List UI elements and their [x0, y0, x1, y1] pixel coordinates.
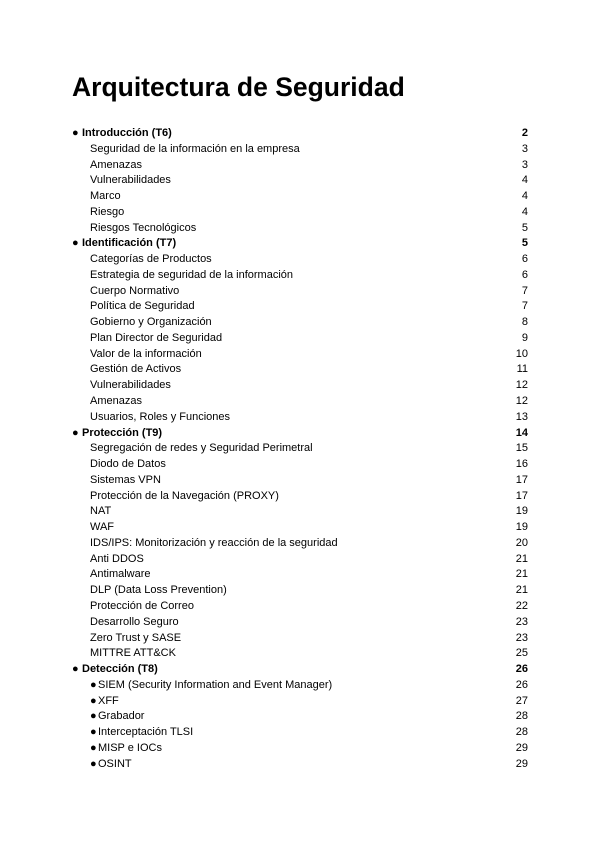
toc-entry[interactable] [72, 757, 528, 773]
toc-section-title: Detección (T8) [82, 663, 158, 676]
toc-entry-title: Riesgos Tecnológicos [90, 221, 197, 234]
toc-entry-label-group [72, 615, 179, 631]
toc-entry[interactable] [72, 299, 528, 315]
toc-entry[interactable] [72, 615, 528, 631]
toc-entry[interactable] [72, 504, 528, 520]
toc-page-number: 26 [515, 663, 528, 676]
toc-entry-label-group [72, 410, 230, 426]
toc-entry-label-group [72, 599, 194, 615]
toc-entry-label-group [72, 268, 293, 284]
toc-entry-label-group [72, 520, 114, 536]
toc-page-number: 29 [515, 741, 528, 754]
toc-entry[interactable] [72, 268, 528, 284]
toc-page-number: 4 [521, 174, 528, 187]
toc-entry-label-group [72, 583, 227, 599]
toc-page-number: 29 [515, 757, 528, 770]
toc-page-number: 5 [521, 221, 528, 234]
toc-entry[interactable] [72, 694, 528, 710]
toc-entry-title: IDS/IPS: Monitorización y reacción de la seguridad [90, 536, 338, 549]
toc-entry-title: XFF [98, 694, 119, 707]
toc-page-number: 20 [515, 536, 528, 549]
bullet-icon: ● [72, 237, 79, 250]
toc-entry[interactable] [72, 142, 528, 158]
toc-entry-title: Segregación de redes y Seguridad Perimetral [90, 442, 313, 455]
toc-entry-title: Estrategia de seguridad de la información [90, 268, 294, 281]
toc-page-number: 27 [515, 694, 528, 707]
toc-entry-title: Sistemas VPN [90, 473, 161, 486]
toc-entry-title: Gobierno y Organización [90, 316, 212, 329]
toc-entry-label-group [72, 757, 132, 773]
toc-section-label-group [72, 236, 176, 252]
toc-section-title: Protección (T9) [82, 426, 163, 439]
toc-entry[interactable] [72, 567, 528, 583]
toc-entry-title: SIEM (Security Information and Event Manager) [98, 678, 333, 691]
toc-page-number: 22 [515, 599, 528, 612]
toc-entry-title: Política de Seguridad [90, 300, 195, 313]
toc-entry-label-group [72, 205, 124, 221]
toc-entry[interactable] [72, 205, 528, 221]
toc-entry-label-group [72, 315, 212, 331]
toc-entry[interactable] [72, 489, 528, 505]
toc-entry-title: Vulnerabilidades [90, 174, 171, 187]
toc-page-number: 12 [515, 379, 528, 392]
toc-entry[interactable] [72, 331, 528, 347]
toc-entry-label-group [72, 362, 181, 378]
toc-entry[interactable] [72, 552, 528, 568]
toc-page-number: 5 [521, 237, 528, 250]
toc-entry-label-group [72, 504, 111, 520]
toc-entry[interactable] [72, 583, 528, 599]
toc-entry-title: Marco [90, 190, 121, 203]
table-of-contents [72, 126, 528, 772]
toc-page-number: 14 [515, 426, 528, 439]
toc-entry-label-group [72, 709, 144, 725]
toc-section-entry[interactable] [72, 662, 528, 678]
toc-entry[interactable] [72, 362, 528, 378]
toc-entry-label-group [72, 158, 142, 174]
toc-page-number: 7 [521, 300, 528, 313]
toc-page-number: 9 [521, 331, 528, 344]
toc-section-label-group [72, 426, 162, 442]
toc-entry-title: NAT [90, 505, 112, 518]
toc-entry[interactable] [72, 221, 528, 237]
toc-page-number: 3 [521, 158, 528, 171]
toc-page-number: 13 [515, 410, 528, 423]
toc-entry-label-group [72, 394, 142, 410]
toc-entry[interactable] [72, 394, 528, 410]
toc-page-number: 19 [515, 521, 528, 534]
toc-entry-title: Grabador [98, 710, 145, 723]
toc-entry-title: Desarrollo Seguro [90, 615, 179, 628]
bullet-icon: ● [72, 127, 79, 139]
toc-entry-label-group [72, 552, 144, 568]
toc-section-entry[interactable] [72, 426, 528, 442]
bullet-icon: ● [90, 694, 97, 707]
toc-section-entry[interactable] [72, 126, 528, 142]
toc-entry[interactable] [72, 741, 528, 757]
toc-entry-label-group [72, 694, 119, 710]
toc-page-number: 6 [521, 268, 528, 281]
toc-entry[interactable] [72, 646, 528, 662]
toc-entry-label-group [72, 142, 300, 158]
toc-page-number: 16 [515, 458, 528, 471]
toc-section-title: Identificación (T7) [82, 237, 177, 250]
toc-entry[interactable] [72, 252, 528, 268]
toc-entry-title: Valor de la información [90, 347, 202, 360]
toc-entry[interactable] [72, 347, 528, 363]
toc-section-entry[interactable] [72, 236, 528, 252]
toc-page-number: 25 [515, 647, 528, 660]
toc-page-number: 11 [516, 363, 528, 376]
toc-page-number: 2 [521, 127, 528, 139]
toc-page-number: 17 [515, 489, 528, 502]
toc-entry[interactable] [72, 631, 528, 647]
toc-entry-title: MITTRE ATT&CK [90, 647, 176, 660]
toc-entry-label-group [72, 678, 332, 694]
toc-page-number: 21 [515, 568, 528, 581]
toc-page-number: 3 [521, 142, 528, 155]
toc-page-number: 4 [521, 190, 528, 203]
toc-entry-title: Amenazas [90, 395, 142, 408]
toc-entry-title: Protección de la Navegación (PROXY) [90, 489, 279, 502]
toc-entry-title: Diodo de Datos [90, 458, 166, 471]
toc-page-number: 21 [515, 584, 528, 597]
toc-entry[interactable] [72, 410, 528, 426]
toc-entry[interactable] [72, 520, 528, 536]
toc-entry[interactable] [72, 473, 528, 489]
toc-entry[interactable] [72, 189, 528, 205]
toc-entry[interactable] [72, 709, 528, 725]
toc-entry-title: Usuarios, Roles y Funciones [90, 410, 231, 423]
bullet-icon: ● [72, 426, 79, 439]
toc-entry[interactable] [72, 284, 528, 300]
bullet-icon: ● [90, 710, 97, 723]
toc-entry[interactable] [72, 315, 528, 331]
toc-page-number: 6 [521, 253, 528, 266]
toc-entry-title: Anti DDOS [90, 552, 144, 565]
toc-page-number: 10 [515, 347, 528, 360]
toc-page-number: 8 [521, 316, 528, 329]
toc-entry-title: Categorías de Productos [90, 253, 212, 266]
toc-page-number: 28 [515, 726, 528, 739]
toc-entry-label-group [72, 284, 179, 300]
toc-entry-title: Cuerpo Normativo [90, 284, 180, 297]
bullet-icon: ● [90, 726, 97, 739]
toc-page-number: 4 [521, 205, 528, 218]
toc-entry-label-group [72, 457, 166, 473]
toc-entry-label-group [72, 741, 162, 757]
toc-entry-label-group [72, 631, 181, 647]
toc-entry-title: Zero Trust y SASE [90, 631, 182, 644]
toc-entry-label-group [72, 221, 196, 237]
toc-entry-title: Interceptación TLSI [98, 726, 194, 739]
toc-entry-label-group [72, 173, 171, 189]
toc-entry[interactable] [72, 173, 528, 189]
toc-page-number: 28 [515, 710, 528, 723]
toc-entry-label-group [72, 189, 121, 205]
toc-page-number: 19 [515, 505, 528, 518]
toc-page-number: 26 [515, 678, 528, 691]
bullet-icon: ● [72, 663, 79, 676]
toc-entry-label-group [72, 473, 161, 489]
toc-entry-label-group [72, 489, 279, 505]
toc-entry-title: Vulnerabilidades [90, 379, 171, 392]
toc-entry-label-group [72, 567, 151, 583]
toc-entry-label-group [72, 646, 176, 662]
toc-entry-label-group [72, 536, 338, 552]
toc-entry-label-group [72, 252, 212, 268]
bullet-icon: ● [90, 741, 97, 754]
toc-entry-title: Antimalware [90, 568, 151, 581]
toc-entry[interactable] [72, 441, 528, 457]
toc-entry[interactable] [72, 158, 528, 174]
toc-entry-title: MISP e IOCs [98, 741, 162, 754]
toc-entry-label-group [72, 378, 171, 394]
toc-entry[interactable] [72, 457, 528, 473]
toc-entry[interactable] [72, 378, 528, 394]
toc-entry-label-group [72, 441, 313, 457]
toc-page-number: 7 [521, 284, 528, 297]
toc-entry-label-group [72, 347, 202, 363]
toc-page-number: 17 [515, 473, 528, 486]
bullet-icon: ● [90, 678, 97, 691]
toc-entry-title: DLP (Data Loss Prevention) [90, 584, 227, 597]
toc-page-number: 23 [515, 631, 528, 644]
toc-entry-title: WAF [90, 521, 115, 534]
toc-entry-title: Riesgo [90, 205, 125, 218]
toc-page-number: 23 [515, 615, 528, 628]
toc-entry[interactable] [72, 536, 528, 552]
page-title: Arquitectura de Seguridad [72, 72, 405, 102]
toc-page-number: 12 [515, 395, 528, 408]
toc-entry-label-group [72, 299, 195, 315]
toc-page-number: 21 [515, 552, 528, 565]
toc-entry-title: OSINT [98, 757, 132, 770]
toc-entry-label-group [72, 725, 193, 741]
toc-entry-title: Protección de Correo [90, 599, 194, 612]
toc-section-label-group [72, 126, 172, 142]
toc-entry[interactable] [72, 678, 528, 694]
toc-section-label-group [72, 662, 158, 678]
toc-entry-title: Plan Director de Seguridad [90, 331, 223, 344]
toc-entry-title: Amenazas [90, 158, 142, 171]
toc-entry[interactable] [72, 599, 528, 615]
toc-entry-label-group [72, 331, 222, 347]
bullet-icon: ● [90, 757, 97, 770]
toc-page-number: 15 [515, 442, 528, 455]
toc-section-title: Introducción (T6) [82, 127, 172, 139]
toc-entry-title: Seguridad de la información en la empresa [90, 142, 300, 155]
toc-entry-title: Gestión de Activos [90, 363, 182, 376]
toc-entry[interactable] [72, 725, 528, 741]
